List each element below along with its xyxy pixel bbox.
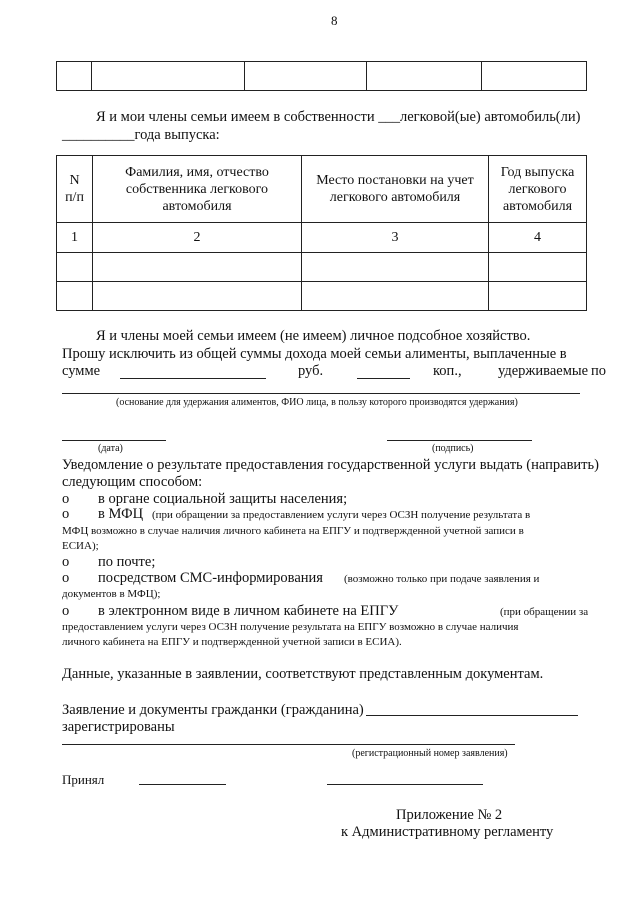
page-number: 8 <box>331 13 338 28</box>
header-line: автомобиля <box>502 198 573 214</box>
registration-number-caption: (регистрационный номер заявления) <box>352 748 508 759</box>
data-match-statement: Данные, указанные в заявлении, соответствуют представленным документам. <box>62 666 544 682</box>
option-4-bullet[interactable]: o <box>62 570 70 586</box>
header-line: N <box>69 173 80 188</box>
header-line: автомобиля <box>162 198 232 214</box>
table-cell <box>482 62 587 91</box>
option-4-note-1: (возможно только при подаче заявления и <box>344 573 540 585</box>
notify-line-1: Уведомление о результате предоставления государственной услуги выдать (направить) <box>62 457 599 473</box>
table-cell <box>489 253 587 282</box>
option-2-note-3: ЕСИА); <box>62 540 99 552</box>
option-5-bullet[interactable]: o <box>62 603 70 619</box>
header-line: п/п <box>65 190 84 205</box>
option-2-note-2: МФЦ возможно в случае наличия личного кабинета на ЕПГУ и подтвержденной учетной записи в <box>62 525 524 537</box>
table-cell <box>93 253 302 282</box>
header-line: легкового автомобиля <box>329 190 461 205</box>
alimony-word-by: по <box>591 363 607 379</box>
column-number-cell: 3 <box>302 223 489 253</box>
column-number-cell: 4 <box>489 223 587 253</box>
table-cell <box>93 282 302 311</box>
header-cell-registration <box>302 156 489 223</box>
option-2-bullet[interactable]: o <box>62 506 70 522</box>
alimony-sum-blank[interactable] <box>120 378 266 379</box>
alimony-kop-blank[interactable] <box>357 378 410 379</box>
header-line: собственника легкового <box>125 181 269 197</box>
table-cell <box>92 62 245 91</box>
option-5-note-1: (при обращении за <box>500 606 589 618</box>
table-cell <box>57 282 93 311</box>
option-4-main: посредством СМС-информирования <box>98 570 323 586</box>
signature-blank[interactable] <box>387 440 532 441</box>
table-cell <box>57 62 92 91</box>
option-4-note-2: документов в МФЦ); <box>62 588 161 600</box>
option-2-note-1: (при обращении за предоставлением услуги через ОСЗН получение результата в <box>152 509 531 521</box>
header-line: легкового <box>508 181 567 197</box>
header-line: Место постановки на учет <box>316 173 474 188</box>
header-cell-year <box>489 156 587 223</box>
table-header-row <box>57 156 587 223</box>
citizen-name-blank[interactable] <box>366 715 578 716</box>
table-cell <box>57 253 93 282</box>
table-row <box>57 62 587 91</box>
date-blank[interactable] <box>62 440 166 441</box>
signature-caption: (подпись) <box>432 443 474 454</box>
registration-number-blank[interactable] <box>62 744 515 745</box>
accepted-signature-blank[interactable] <box>139 784 226 785</box>
table-row <box>57 282 587 311</box>
option-1-text: в органе социальной защиты населения; <box>98 491 348 507</box>
alimony-line-1: Прошу исключить из общей суммы дохода моей семьи алименты, выплаченные в <box>62 346 567 362</box>
header-line: Фамилия, имя, отчество <box>125 164 269 180</box>
header-cell-number <box>57 156 93 223</box>
column-number-cell: 1 <box>57 223 93 253</box>
notify-line-2: следующим способом: <box>62 474 203 490</box>
table-row <box>57 223 587 253</box>
option-3-bullet[interactable]: o <box>62 554 70 570</box>
column-number-cell: 2 <box>93 223 302 253</box>
alimony-word-kop: коп., <box>433 363 462 379</box>
accepted-label: Принял <box>62 772 105 787</box>
farm-statement: Я и члены моей семьи имеем (не имеем) личное подсобное хозяйство. <box>96 328 531 344</box>
table-cell <box>489 282 587 311</box>
alimony-basis-caption: (основание для удержания алиментов, ФИО лица, в пользу которого производятся удержания) <box>116 397 518 408</box>
option-5-note-2: предоставлением услуги через ОСЗН получение результата на ЕПГУ возможно в случае наличия <box>62 621 519 633</box>
alimony-basis-blank[interactable] <box>62 393 580 394</box>
option-5-main: в электронном виде в личном кабинете на ЕПГУ <box>98 603 399 619</box>
appendix-title: Приложение № 2 <box>396 807 503 823</box>
car-table <box>56 155 587 311</box>
registration-line-2: зарегистрированы <box>62 719 175 735</box>
alimony-word-sum: сумме <box>62 363 101 379</box>
alimony-word-held: удерживаемые <box>498 363 589 379</box>
table-row <box>57 253 587 282</box>
header-cell-owner <box>93 156 302 223</box>
option-5-note-3: личного кабинета на ЕПГУ и подтвержденной учетной записи в ЕСИА). <box>62 636 402 648</box>
date-caption: (дата) <box>98 443 123 454</box>
appendix-subtitle: к Административному регламенту <box>341 824 554 840</box>
ownership-line-1: Я и мои члены семьи имеем в собственности ___легковой(ые) автомобиль(ли) <box>96 109 581 125</box>
ownership-line-2: __________года выпуска: <box>62 127 220 143</box>
table-cell <box>302 253 489 282</box>
header-line: Год выпуска <box>500 164 575 180</box>
top-table-fragment <box>56 61 587 91</box>
table-cell <box>367 62 482 91</box>
table-cell <box>245 62 367 91</box>
alimony-word-rub: руб. <box>298 363 324 379</box>
registration-line-1: Заявление и документы гражданки (гражданина) <box>62 702 364 718</box>
table-cell <box>302 282 489 311</box>
accepted-name-blank[interactable] <box>327 784 483 785</box>
option-1-bullet[interactable]: o <box>62 491 70 507</box>
option-2-main: в МФЦ <box>98 506 144 522</box>
option-3-text: по почте; <box>98 554 156 570</box>
